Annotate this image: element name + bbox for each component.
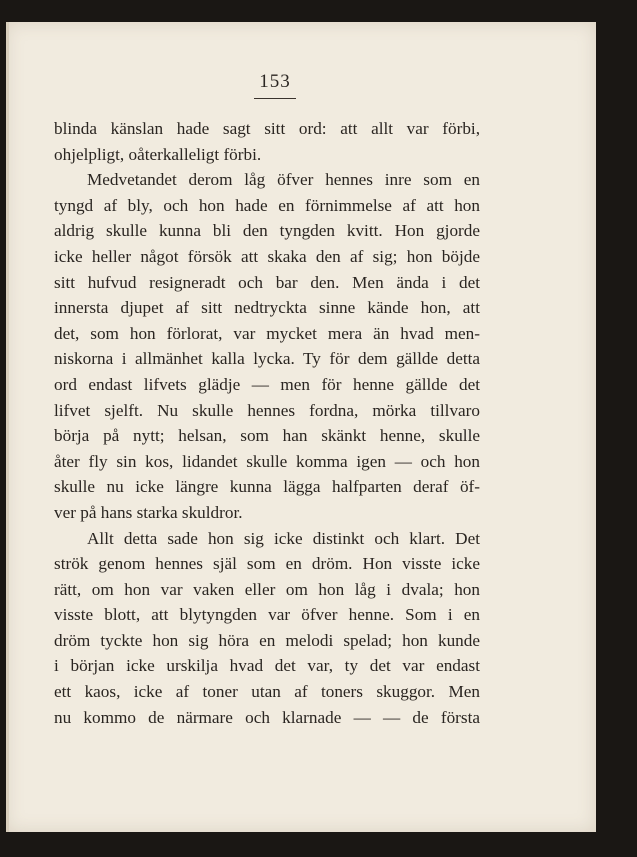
text-line: ohjelpligt, oåterkalleligt förbi. <box>54 144 262 164</box>
page-number: 153 <box>259 71 291 92</box>
text-line: åter fly sin kos, lidandet skulle komma igen — och hon <box>54 451 480 471</box>
text-line: Medvetandet derom låg öfver hennes inre som en <box>87 170 480 190</box>
page-number-rule <box>254 98 296 99</box>
text-line: skulle nu icke längre kunna lägga halfparten deraf öf- <box>54 477 480 497</box>
text-line: i början icke urskilja hvad det var, ty det var endast <box>54 656 480 676</box>
text-line: niskorna i allmänhet kalla lycka. Ty för dem gällde detta <box>54 349 480 369</box>
text-line: ord endast lifvets glädje — men för henne gällde det <box>54 374 480 394</box>
text-line: dröm tyckte hon sig höra en melodi spelad; hon kunde <box>54 630 480 650</box>
paper-page <box>6 22 596 832</box>
text-line: aldrig skulle kunna bli den tyngden kvitt. Hon gjorde <box>54 221 480 241</box>
text-line: icke heller något försök att skaka den af sig; hon böjde <box>54 246 480 266</box>
text-line: börja på nytt; helsan, som han skänkt henne, skulle <box>54 426 480 446</box>
text-line: sitt hufvud resigneradt och bar den. Men ända i det <box>54 272 480 292</box>
text-line: ver på hans starka skuldror. <box>54 502 243 522</box>
text-line: det, som hon förlorat, var mycket mera än hvad men- <box>54 323 480 343</box>
text-line: ett kaos, icke af toner utan af toners skuggor. Men <box>54 682 480 702</box>
text-line: nu kommo de närmare och klarnade — — de första <box>54 707 480 727</box>
text-line: Allt detta sade hon sig icke distinkt och klart. Det <box>87 528 480 548</box>
text-line: strök genom hennes själ som en dröm. Hon visste icke <box>54 554 480 574</box>
text-line: visste blott, att blytyngden var öfver henne. Som i en <box>54 605 480 625</box>
page-left-edge <box>6 22 9 832</box>
text-line: lifvet sjelft. Nu skulle hennes fordna, mörka tillvaro <box>54 400 480 420</box>
text-line: rätt, om hon var vaken eller om hon låg i dvala; hon <box>54 579 480 599</box>
text-line: tyngd af bly, och hon hade en förnimmelse af att hon <box>54 195 480 215</box>
text-line: blinda känslan hade sagt sitt ord: att allt var förbi, <box>54 119 480 138</box>
text-line: innersta djupet af sitt nedtryckta sinne kände hon, att <box>54 298 480 318</box>
body-text <box>54 116 480 730</box>
